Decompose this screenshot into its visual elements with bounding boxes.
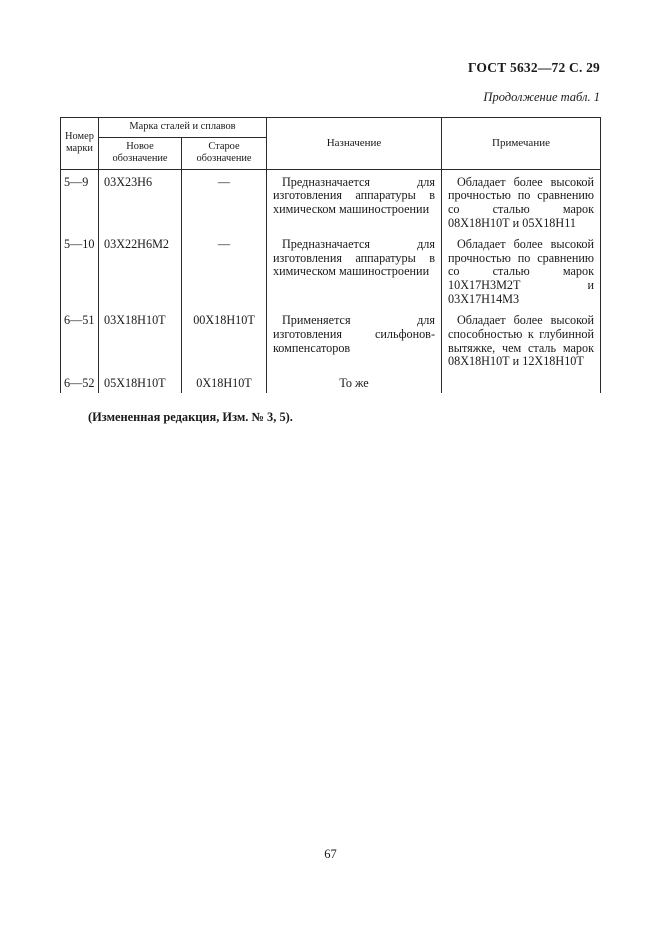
- table-continuation-label: Продолжение табл. 1: [483, 90, 600, 104]
- table-cell-purpose: Предназначается для изготовления аппаратуры в химическом машиностроении: [266, 170, 441, 233]
- page-number: 67: [324, 847, 337, 861]
- doc-header: ГОСТ 5632—72 С. 29: [467, 60, 600, 75]
- col-header-new-designation: Новое обозначение: [98, 138, 181, 170]
- table-cell-grade-number: 5—10: [60, 232, 98, 308]
- table-cell-note: Обладает более высокой прочностью по сравнению со сталью марок 08Х18Н10Т и 05Х18Н11: [441, 170, 601, 233]
- col-header-purpose: Назначение: [266, 118, 441, 170]
- col-header-old-designation: Старое обозначение: [181, 138, 266, 170]
- table-cell-new-designation: 03Х18Н10Т: [98, 308, 181, 371]
- table-cell-note: Обладает более высокой прочностью по сравнению со сталью марок 10Х17Н3М2Т и 03Х17Н14М3: [441, 232, 601, 308]
- table-cell-new-designation: 03Х23Н6: [98, 170, 181, 233]
- col-header-grade-group: Марка сталей и сплавов: [98, 118, 266, 138]
- table-cell-note: [441, 371, 601, 393]
- amendment-note: (Измененная редакция, Изм. № 3, 5).: [88, 409, 293, 424]
- table-cell-new-designation: 05Х18Н10Т: [98, 371, 181, 393]
- table-cell-purpose: То же: [266, 371, 441, 393]
- steel-grades-table: [60, 117, 601, 393]
- table-cell-grade-number: 6—51: [60, 308, 98, 371]
- table-cell-purpose: Применяется для изготовления сильфонов-компенсаторов: [266, 308, 441, 371]
- table-cell-old-designation: —: [181, 170, 266, 233]
- table-cell-purpose: Предназначается для изготовления аппаратуры в химическом машиностроении: [266, 232, 441, 308]
- table-cell-old-designation: 0Х18Н10Т: [181, 371, 266, 393]
- table-cell-grade-number: 5—9: [60, 170, 98, 233]
- table-cell-grade-number: 6—52: [60, 371, 98, 393]
- table-cell-old-designation: 00Х18Н10Т: [181, 308, 266, 371]
- table-cell-note: Обладает более высокой способностью к глубинной вытяжке, чем сталь марок 08Х18Н10Т и 12Х18Н10Т: [441, 308, 601, 371]
- col-header-grade-number: Номер марки: [60, 118, 98, 170]
- table-cell-new-designation: 03Х22Н6М2: [98, 232, 181, 308]
- col-header-note: Примечание: [441, 118, 601, 170]
- table-cell-old-designation: —: [181, 232, 266, 308]
